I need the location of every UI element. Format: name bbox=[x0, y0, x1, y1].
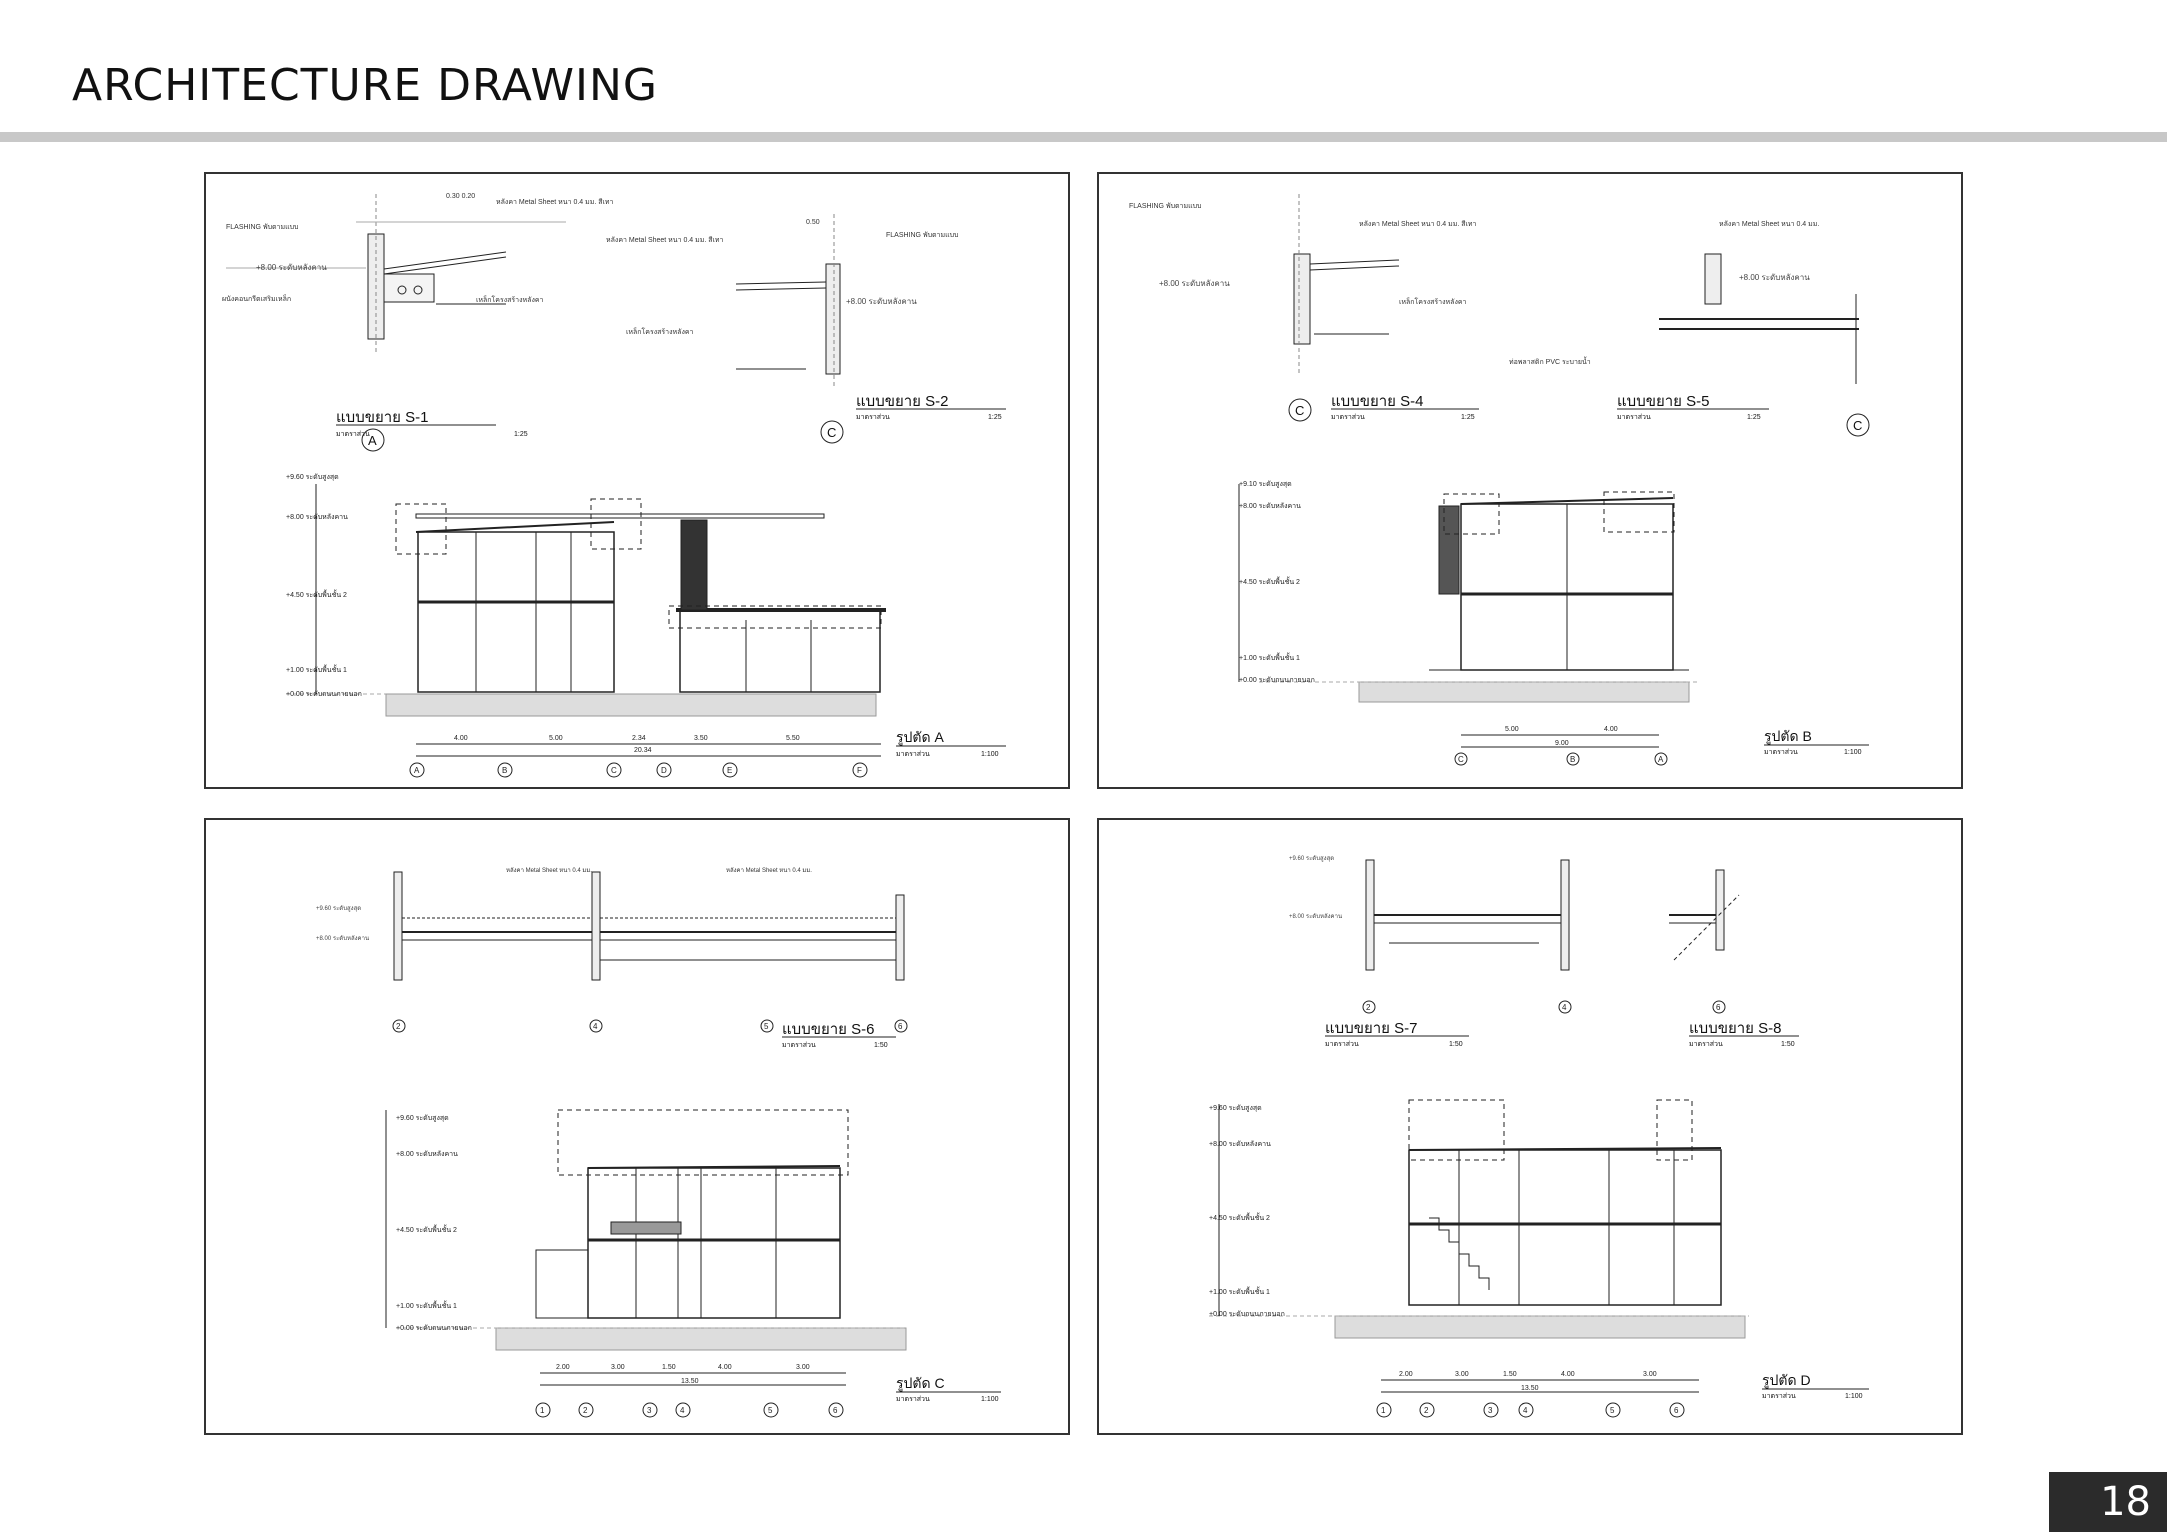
section-scale: 1:100 bbox=[1844, 749, 1862, 756]
svg-text:B: B bbox=[1570, 755, 1576, 764]
svg-text:D: D bbox=[661, 766, 667, 775]
dimension-value: 1.50 bbox=[1503, 1371, 1517, 1378]
dimension-total: 13.50 bbox=[681, 1378, 699, 1385]
drawing-sheet-section-a bbox=[204, 172, 1070, 789]
detail-scale: 1:50 bbox=[1449, 1041, 1463, 1048]
svg-text:1: 1 bbox=[540, 1406, 545, 1415]
svg-text:+1.00 ระดับพื้นชั้น 1: +1.00 ระดับพื้นชั้น 1 bbox=[1209, 1289, 1270, 1296]
grid-bubble: C bbox=[827, 425, 837, 440]
detail-scale: 1:25 bbox=[1461, 414, 1475, 421]
svg-text:+8.00 ระดับหลังคาน: +8.00 ระดับหลังคาน bbox=[316, 936, 370, 942]
section-b-building bbox=[1239, 484, 1699, 702]
svg-text:+0.00 ระดับถนนภายนอก: +0.00 ระดับถนนภายนอก bbox=[286, 691, 362, 698]
dimension-value: 5.00 bbox=[1505, 726, 1519, 733]
svg-text:+9.60 ระดับสูงสุด: +9.60 ระดับสูงสุด bbox=[286, 474, 339, 481]
svg-text:+8.00 ระดับหลังคาน: +8.00 ระดับหลังคาน bbox=[846, 297, 917, 306]
section-scale: 1:100 bbox=[1845, 1393, 1863, 1400]
detail-title: แบบขยาย S-1 bbox=[336, 409, 429, 426]
detail-scale-label: มาตราส่วน bbox=[1325, 1041, 1359, 1048]
svg-text:2: 2 bbox=[583, 1406, 588, 1415]
section-scale-label: มาตราส่วน bbox=[896, 1396, 930, 1403]
svg-text:C: C bbox=[611, 766, 617, 775]
svg-text:+8.00 ระดับหลังคาน: +8.00 ระดับหลังคาน bbox=[256, 263, 327, 272]
dimension-value: 2.00 bbox=[1399, 1371, 1413, 1378]
drawing-sheet-section-b bbox=[1097, 172, 1963, 789]
title-divider bbox=[0, 132, 2167, 142]
dimension-total: 20.34 bbox=[634, 747, 652, 754]
svg-text:F: F bbox=[857, 766, 862, 775]
grid-axis-bubbles bbox=[1455, 753, 1667, 765]
dimension-total: 13.50 bbox=[1521, 1385, 1539, 1392]
section-title: รูปตัด C bbox=[896, 1375, 945, 1391]
section-scale-label: มาตราส่วน bbox=[1764, 749, 1798, 756]
svg-text:+8.00 ระดับหลังคาน: +8.00 ระดับหลังคาน bbox=[286, 514, 348, 521]
svg-text:C: C bbox=[1458, 755, 1464, 764]
svg-text:+4.50 ระดับพื้นชั้น 2: +4.50 ระดับพื้นชั้น 2 bbox=[1209, 1215, 1270, 1222]
dimension-value: 3.50 bbox=[694, 735, 708, 742]
svg-text:A: A bbox=[1658, 755, 1664, 764]
svg-text:+8.00 ระดับหลังคาน: +8.00 ระดับหลังคาน bbox=[1289, 914, 1343, 920]
svg-text:+9.60 ระดับสูงสุด: +9.60 ระดับสูงสุด bbox=[396, 1115, 449, 1122]
svg-text:FLASHING พับตามแบบ: FLASHING พับตามแบบ bbox=[1129, 203, 1202, 210]
svg-text:6: 6 bbox=[898, 1022, 903, 1031]
detail-scale: 1:25 bbox=[988, 414, 1002, 421]
svg-text:+4.50 ระดับพื้นชั้น 2: +4.50 ระดับพื้นชั้น 2 bbox=[286, 592, 347, 599]
svg-text:4: 4 bbox=[680, 1406, 685, 1415]
svg-text:2: 2 bbox=[1366, 1003, 1371, 1012]
svg-text:3: 3 bbox=[647, 1406, 652, 1415]
svg-text:เหล็กโครงสร้างหลังคา: เหล็กโครงสร้างหลังคา bbox=[476, 297, 544, 304]
svg-text:เหล็กโครงสร้างหลังคา: เหล็กโครงสร้างหลังคา bbox=[1399, 299, 1467, 306]
dimension-line bbox=[1381, 1380, 1699, 1392]
detail-scale-label: มาตราส่วน bbox=[782, 1042, 816, 1049]
section-c-building bbox=[386, 1110, 906, 1350]
svg-text:+1.00 ระดับพื้นชั้น 1: +1.00 ระดับพื้นชั้น 1 bbox=[1239, 655, 1300, 662]
detail-scale: 1:25 bbox=[1747, 414, 1761, 421]
svg-text:หลังคา Metal Sheet หนา 0.4 มม.: หลังคา Metal Sheet หนา 0.4 มม. bbox=[726, 868, 812, 874]
svg-text:B: B bbox=[502, 766, 508, 775]
page-title: ARCHITECTURE DRAWING bbox=[72, 60, 658, 111]
section-scale: 1:100 bbox=[981, 1396, 999, 1403]
detail-scale: 1:50 bbox=[874, 1042, 888, 1049]
detail-title: แบบขยาย S-7 bbox=[1325, 1020, 1418, 1037]
svg-text:+0.00 ระดับถนนภายนอก: +0.00 ระดับถนนภายนอก bbox=[396, 1325, 472, 1332]
svg-text:+9.10 ระดับสูงสุด: +9.10 ระดับสูงสุด bbox=[1239, 481, 1292, 488]
svg-text:หลังคา Metal Sheet หนา 0.4 มม.: หลังคา Metal Sheet หนา 0.4 มม. สีเทา bbox=[496, 199, 614, 206]
svg-text:FLASHING พับตามแบบ: FLASHING พับตามแบบ bbox=[226, 224, 299, 231]
svg-text:+4.50 ระดับพื้นชั้น 2: +4.50 ระดับพื้นชั้น 2 bbox=[1239, 579, 1300, 586]
svg-text:A: A bbox=[414, 766, 420, 775]
detail-title: แบบขยาย S-6 bbox=[782, 1021, 875, 1038]
svg-text:+8.00 ระดับหลังคาน: +8.00 ระดับหลังคาน bbox=[1739, 273, 1810, 282]
svg-text:FLASHING พับตามแบบ: FLASHING พับตามแบบ bbox=[886, 232, 959, 239]
svg-text:5: 5 bbox=[768, 1406, 773, 1415]
dimension-value: 5.50 bbox=[786, 735, 800, 742]
svg-text:+8.00 ระดับหลังคาน: +8.00 ระดับหลังคาน bbox=[1239, 503, 1301, 510]
dimension-value: 4.00 bbox=[1561, 1371, 1575, 1378]
svg-text:4: 4 bbox=[1562, 1003, 1567, 1012]
svg-text:ผนังคอนกรีตเสริมเหล็ก: ผนังคอนกรีตเสริมเหล็ก bbox=[222, 296, 292, 303]
svg-text:+4.50 ระดับพื้นชั้น 2: +4.50 ระดับพื้นชั้น 2 bbox=[396, 1227, 457, 1234]
section-scale-label: มาตราส่วน bbox=[1762, 1393, 1796, 1400]
grid-axis-bubbles bbox=[410, 763, 867, 777]
elevation-labels bbox=[1209, 1104, 1285, 1318]
svg-text:+1.00 ระดับพื้นชั้น 1: +1.00 ระดับพื้นชั้น 1 bbox=[396, 1303, 457, 1310]
svg-text:หลังคา Metal Sheet หนา 0.4 มม.: หลังคา Metal Sheet หนา 0.4 มม. สีเทา bbox=[606, 237, 724, 244]
detail-s6-drawing bbox=[316, 867, 904, 980]
grid-bubble: C bbox=[1295, 403, 1305, 418]
section-d-building bbox=[1209, 1100, 1749, 1338]
dimension-value: 2.34 bbox=[632, 735, 646, 742]
svg-text:E: E bbox=[727, 766, 733, 775]
section-scale: 1:100 bbox=[981, 751, 999, 758]
svg-text:0.50: 0.50 bbox=[806, 219, 820, 226]
dimension-value: 2.00 bbox=[556, 1364, 570, 1371]
detail-title: แบบขยาย S-5 bbox=[1617, 393, 1710, 410]
svg-text:+9.60 ระดับสูงสุด: +9.60 ระดับสูงสุด bbox=[1209, 1105, 1262, 1112]
svg-text:+9.60 ระดับสูงสุด: +9.60 ระดับสูงสุด bbox=[316, 906, 362, 912]
svg-text:3: 3 bbox=[1488, 1406, 1493, 1415]
detail-scale-label: มาตราส่วน bbox=[1331, 414, 1365, 421]
svg-text:+9.60 ระดับสูงสุด: +9.60 ระดับสูงสุด bbox=[1289, 856, 1335, 862]
grid-bubble: A bbox=[368, 433, 377, 448]
dimension-value: 1.50 bbox=[662, 1364, 676, 1371]
section-a-building bbox=[286, 484, 886, 716]
grid-bubble: C bbox=[1853, 418, 1863, 433]
svg-text:5: 5 bbox=[1610, 1406, 1615, 1415]
svg-text:+8.00 ระดับหลังคาน: +8.00 ระดับหลังคาน bbox=[1209, 1141, 1271, 1148]
detail-title: แบบขยาย S-8 bbox=[1689, 1020, 1782, 1037]
svg-text:ท่อพลาสติก PVC ระบายน้ำ: ท่อพลาสติก PVC ระบายน้ำ bbox=[1509, 359, 1591, 366]
detail-title: แบบขยาย S-2 bbox=[856, 393, 949, 410]
svg-text:0.30 0.20: 0.30 0.20 bbox=[446, 193, 476, 200]
section-scale-label: มาตราส่วน bbox=[896, 751, 930, 758]
grid-axis-bubbles bbox=[1363, 1001, 1725, 1013]
svg-text:+0.00 ระดับถนนภายนอก: +0.00 ระดับถนนภายนอก bbox=[1209, 1311, 1285, 1318]
elevation-labels bbox=[286, 473, 362, 698]
detail-s7-drawing bbox=[1289, 855, 1569, 970]
detail-s4-drawing bbox=[1129, 194, 1477, 374]
svg-text:+0.00 ระดับถนนภายนอก: +0.00 ระดับถนนภายนอก bbox=[1239, 677, 1315, 684]
detail-scale-label: มาตราส่วน bbox=[336, 431, 370, 438]
dimension-value: 4.00 bbox=[1604, 726, 1618, 733]
svg-text:6: 6 bbox=[833, 1406, 838, 1415]
page-number: 18 bbox=[2049, 1472, 2167, 1532]
dimension-value: 4.00 bbox=[454, 735, 468, 742]
dimension-total: 9.00 bbox=[1555, 740, 1569, 747]
section-title: รูปตัด B bbox=[1764, 728, 1812, 744]
svg-text:6: 6 bbox=[1674, 1406, 1679, 1415]
section-title: รูปตัด A bbox=[896, 729, 944, 745]
elevation-labels bbox=[396, 1114, 472, 1332]
svg-text:2: 2 bbox=[396, 1022, 401, 1031]
detail-title: แบบขยาย S-4 bbox=[1331, 393, 1424, 410]
dimension-value: 3.00 bbox=[796, 1364, 810, 1371]
svg-text:4: 4 bbox=[1523, 1406, 1528, 1415]
svg-text:1: 1 bbox=[1381, 1406, 1386, 1415]
dimension-value: 5.00 bbox=[549, 735, 563, 742]
detail-s1-drawing bbox=[222, 193, 614, 354]
svg-text:+8.00 ระดับหลังคาน: +8.00 ระดับหลังคาน bbox=[396, 1151, 458, 1158]
elevation-labels bbox=[1239, 480, 1315, 684]
svg-text:+1.00 ระดับพื้นชั้น 1: +1.00 ระดับพื้นชั้น 1 bbox=[286, 667, 347, 674]
detail-scale: 1:25 bbox=[514, 431, 528, 438]
detail-scale-label: มาตราส่วน bbox=[1617, 414, 1651, 421]
dimension-value: 3.00 bbox=[1455, 1371, 1469, 1378]
dimension-value: 4.00 bbox=[718, 1364, 732, 1371]
detail-scale-label: มาตราส่วน bbox=[856, 414, 890, 421]
svg-text:2: 2 bbox=[1424, 1406, 1429, 1415]
svg-text:4: 4 bbox=[593, 1022, 598, 1031]
drawing-sheet-section-d bbox=[1097, 818, 1963, 1435]
svg-text:6: 6 bbox=[1716, 1003, 1721, 1012]
dimension-value: 3.00 bbox=[611, 1364, 625, 1371]
detail-scale: 1:50 bbox=[1781, 1041, 1795, 1048]
section-title: รูปตัด D bbox=[1762, 1372, 1811, 1388]
drawing-sheet-section-c bbox=[204, 818, 1070, 1435]
detail-s8-drawing bbox=[1669, 870, 1739, 960]
detail-s2-drawing bbox=[606, 214, 959, 389]
svg-text:5: 5 bbox=[764, 1022, 769, 1031]
svg-text:+8.00 ระดับหลังคาน: +8.00 ระดับหลังคาน bbox=[1159, 279, 1230, 288]
dimension-value: 3.00 bbox=[1643, 1371, 1657, 1378]
svg-text:หลังคา Metal Sheet หนา 0.4 มม.: หลังคา Metal Sheet หนา 0.4 มม. bbox=[1719, 221, 1820, 228]
svg-text:เหล็กโครงสร้างหลังคา: เหล็กโครงสร้างหลังคา bbox=[626, 329, 694, 336]
svg-text:หลังคา Metal Sheet หนา 0.4 มม.: หลังคา Metal Sheet หนา 0.4 มม. bbox=[506, 868, 592, 874]
detail-scale-label: มาตราส่วน bbox=[1689, 1041, 1723, 1048]
detail-s5-drawing bbox=[1509, 220, 1859, 384]
svg-text:หลังคา Metal Sheet หนา 0.4 มม.: หลังคา Metal Sheet หนา 0.4 มม. สีเทา bbox=[1359, 221, 1477, 228]
